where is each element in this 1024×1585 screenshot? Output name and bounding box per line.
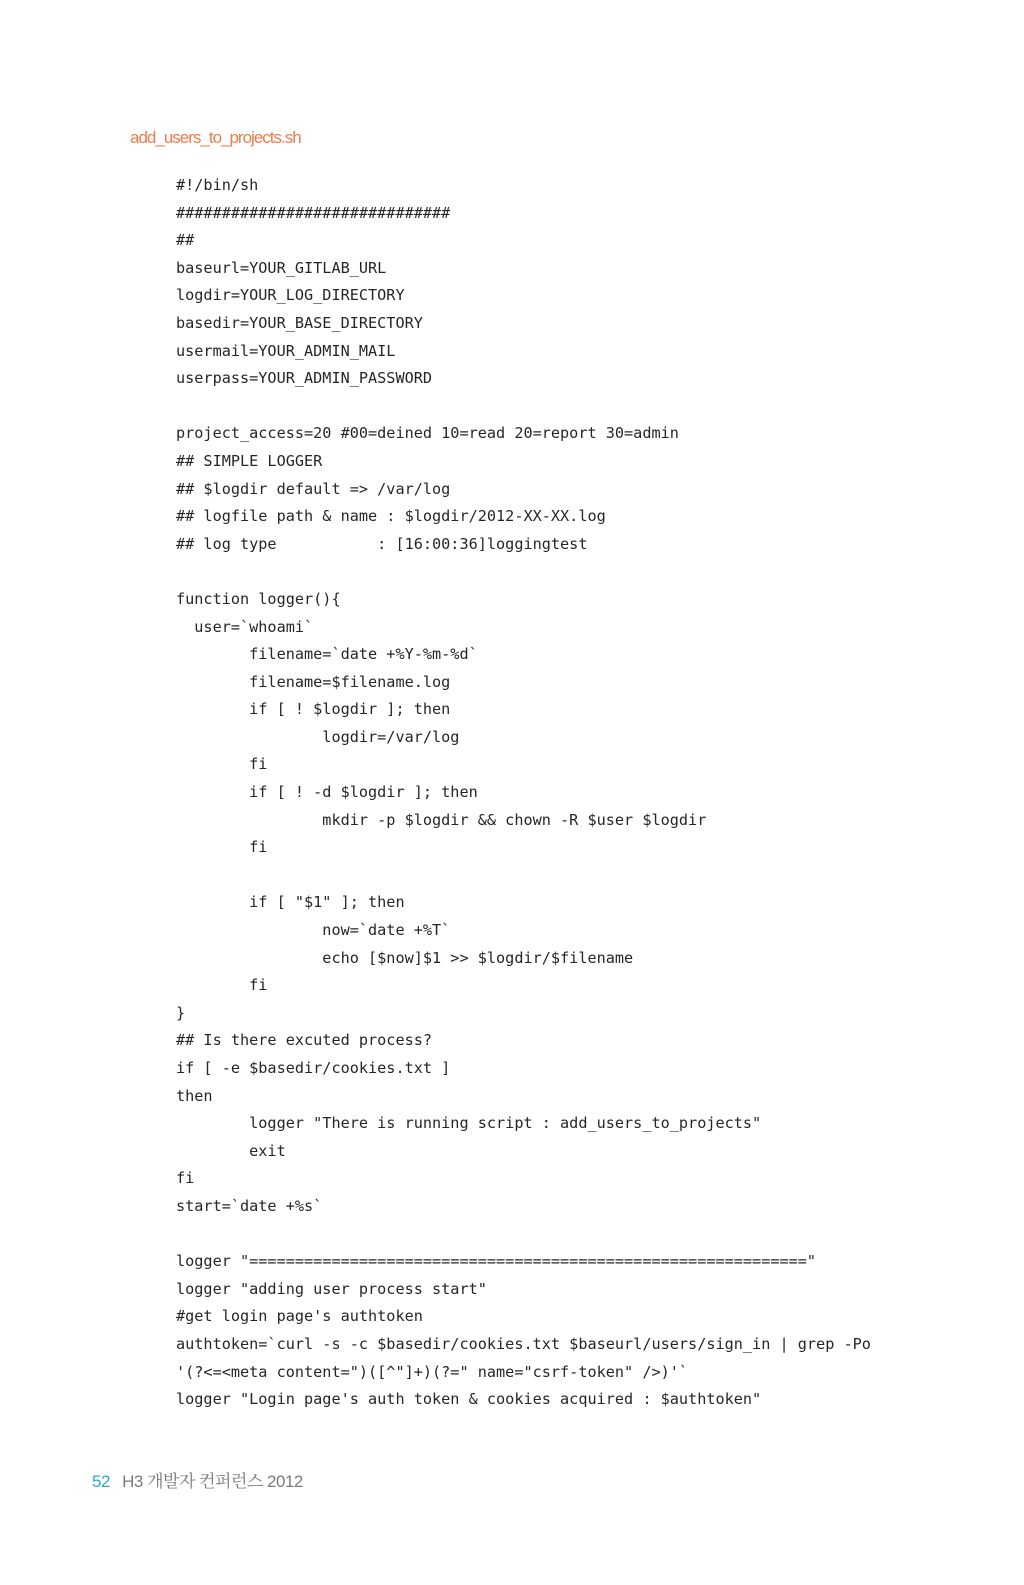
script-filename-title: add_users_to_projects.sh	[130, 128, 301, 147]
code-line: basedir=YOUR_BASE_DIRECTORY	[176, 313, 423, 332]
code-line: user=`whoami`	[176, 617, 314, 636]
code-line: then	[176, 1086, 213, 1105]
code-line: logger "There is running script : add_users_to_projects"	[176, 1114, 762, 1133]
code-line: baseurl=YOUR_GITLAB_URL	[176, 258, 387, 277]
page-number: 52	[92, 1472, 110, 1491]
code-line: now=`date +%T`	[176, 921, 451, 940]
code-line: logger "adding user process start"	[176, 1279, 487, 1298]
code-line: filename=$filename.log	[176, 672, 451, 691]
code-line: if [ ! $logdir ]; then	[176, 700, 451, 719]
code-line: logdir=/var/log	[176, 727, 460, 746]
code-line: if [ ! -d $logdir ]; then	[176, 783, 478, 802]
code-line: start=`date +%s`	[176, 1196, 323, 1215]
code-line: if [ -e $basedir/cookies.txt ]	[176, 1059, 451, 1077]
code-line: '(?<=<meta content=")([^"]+)(?=" name="csrf-token" />)'`	[176, 1362, 689, 1381]
code-line: userpass=YOUR_ADMIN_PASSWORD	[176, 369, 433, 388]
footer-conference-title: H3 개발자 컨퍼런스 2012	[122, 1472, 303, 1491]
code-line: logger "============================================================="	[176, 1252, 817, 1271]
code-block	[176, 172, 871, 1414]
code-line: fi	[176, 755, 268, 774]
code-line: echo [$now]$1 >> $logdir/$filename	[176, 948, 634, 967]
code-line: ## log type : [16:00:36]loggingtest	[176, 534, 588, 553]
code-line: logger "Login page's auth token & cookies acquired : $authtoken"	[176, 1390, 762, 1409]
code-line: ## Is there excuted process?	[176, 1031, 433, 1050]
code-line: logdir=YOUR_LOG_DIRECTORY	[176, 286, 405, 305]
code-line: function logger(){	[176, 589, 341, 608]
code-line: }	[176, 1003, 186, 1022]
code-line: authtoken=`curl -s -c $basedir/cookies.txt $baseurl/users/sign_in | grep -Po	[176, 1334, 871, 1353]
code-line: #get login page's authtoken	[176, 1307, 423, 1326]
code-line	[176, 393, 871, 421]
page-footer	[92, 1467, 303, 1492]
code-line	[176, 1221, 871, 1249]
code-line: ## $logdir default => /var/log	[176, 479, 451, 498]
code-line: ## SIMPLE LOGGER	[176, 451, 323, 470]
code-line	[176, 558, 871, 586]
code-line: exit	[176, 1141, 286, 1160]
code-line: ##############################	[176, 203, 451, 222]
code-line: if [ "$1" ]; then	[176, 893, 405, 912]
code-line: usermail=YOUR_ADMIN_MAIL	[176, 341, 396, 360]
code-line: project_access=20 #00=deined 10=read 20=report 30=admin	[176, 424, 679, 443]
code-line: filename=`date +%Y-%m-%d`	[176, 645, 478, 664]
code-line	[176, 862, 871, 890]
code-line: fi	[176, 976, 268, 995]
code-line: ##	[176, 231, 195, 250]
code-line: #!/bin/sh	[176, 176, 259, 194]
code-line: ## logfile path & name : $logdir/2012-XX-XX.log	[176, 507, 606, 526]
code-line: mkdir -p $logdir && chown -R $user $logdir	[176, 810, 707, 829]
code-line: fi	[176, 838, 268, 857]
code-line: fi	[176, 1169, 195, 1188]
